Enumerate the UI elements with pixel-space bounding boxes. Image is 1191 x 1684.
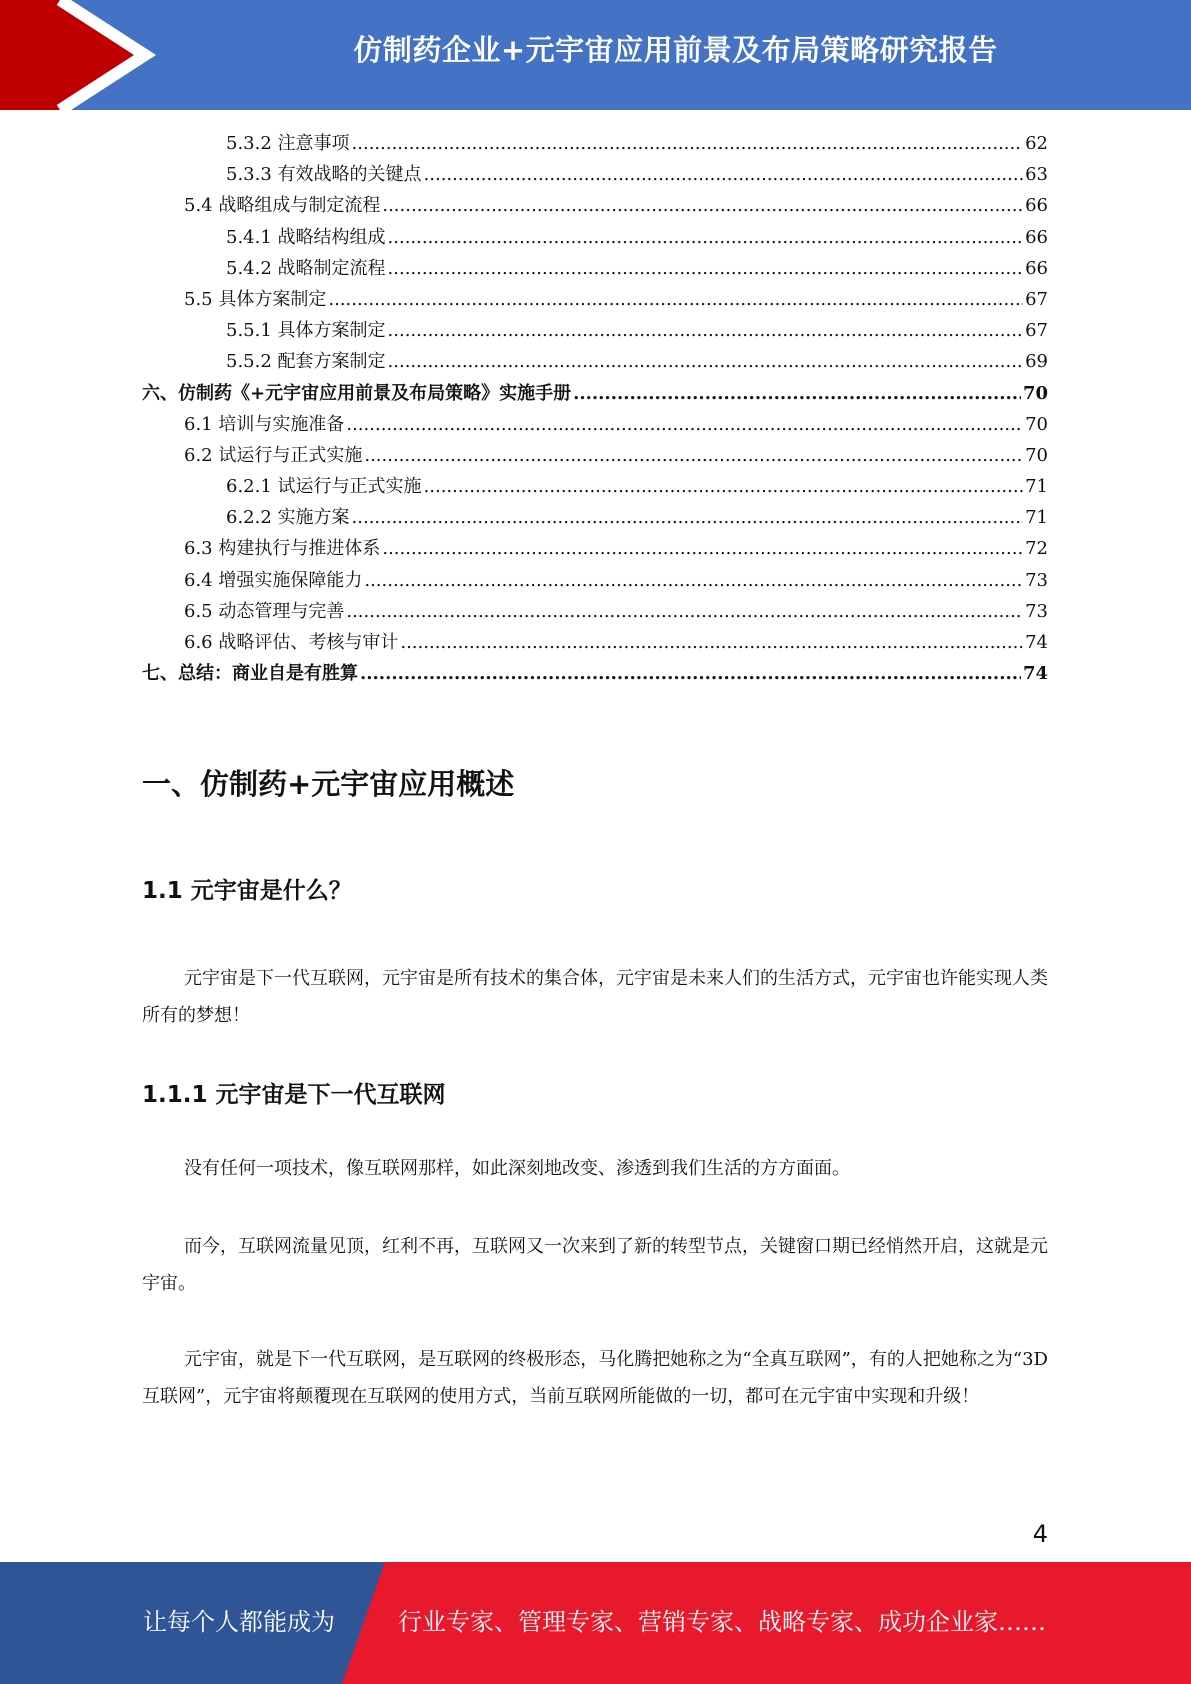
toc-leader-dots (388, 346, 1024, 377)
table-of-contents (142, 128, 1048, 689)
toc-leader-dots (424, 159, 1024, 190)
toc-entry[interactable] (142, 471, 1048, 502)
toc-entry-label: 七、总结：商业自是有胜算 (142, 663, 358, 685)
toc-entry-label: 5.3.2 注意事项 (226, 133, 350, 154)
footer-slogan-left: 让每个人都能成为 (143, 1608, 335, 1636)
toc-entry-page: 70 (1025, 413, 1048, 435)
toc-entry-page: 74 (1025, 632, 1048, 653)
toc-entry[interactable] (142, 253, 1048, 284)
toc-entry-page: 67 (1025, 288, 1048, 310)
toc-entry[interactable] (142, 222, 1048, 253)
toc-entry-page: 72 (1025, 538, 1048, 560)
toc-entry[interactable] (142, 409, 1048, 440)
toc-entry-label: 5.5.2 配套方案制定 (226, 351, 386, 373)
toc-entry-page: 74 (1022, 663, 1048, 685)
toc-leader-dots (364, 440, 1023, 471)
footer-band (0, 1562, 1191, 1684)
toc-entry-page: 67 (1025, 320, 1048, 342)
toc-entry-page: 70 (1022, 382, 1048, 404)
toc-entry[interactable] (142, 658, 1048, 689)
toc-entry[interactable] (142, 190, 1048, 221)
header-title: 仿制药企业+元宇宙应用前景及布局策略研究报告 (353, 33, 998, 67)
toc-entry[interactable] (142, 128, 1048, 159)
toc-entry-page: 69 (1025, 351, 1048, 373)
toc-entry-label: 5.5 具体方案制定 (184, 288, 327, 310)
toc-entry-label: 6.6 战略评估、考核与审计 (184, 632, 399, 653)
toc-entry-label: 5.3.3 有效战略的关键点 (226, 164, 422, 186)
toc-entry-label: 5.4.2 战略制定流程 (226, 257, 386, 279)
header-band (0, 0, 1191, 110)
toc-leader-dots (352, 128, 1024, 159)
toc-entry-page: 73 (1025, 569, 1048, 591)
toc-entry[interactable] (142, 440, 1048, 471)
toc-entry-page: 66 (1025, 195, 1048, 217)
toc-entry-page: 71 (1025, 476, 1048, 498)
page-number: 4 (1032, 1520, 1048, 1548)
toc-entry[interactable] (142, 284, 1048, 315)
toc-entry[interactable] (142, 346, 1048, 377)
toc-leader-dots (360, 658, 1021, 689)
toc-leader-dots (364, 565, 1023, 596)
toc-leader-dots (424, 471, 1024, 502)
toc-leader-dots (388, 253, 1024, 284)
toc-entry-label: 六、仿制药《+元宇宙应用前景及布局策略》实施手册 (142, 382, 572, 404)
toc-entry-label: 6.5 动态管理与完善 (184, 600, 345, 622)
paragraph: 元宇宙，就是下一代互联网，是互联网的终极形态，马化腾把她称之为“全真互联网”，有的人把她称之为“3D 互联网”，元宇宙将颠覆现在互联网的使用方式，当前互联网所能做的一切，都可在元宇宙中实现和升级！ (142, 1349, 1048, 1407)
toc-leader-dots (388, 315, 1024, 346)
toc-leader-dots (382, 190, 1023, 221)
toc-entry-label: 6.3 构建执行与推进体系 (184, 538, 381, 560)
toc-leader-dots (382, 533, 1023, 564)
toc-entry-label: 5.4.1 战略结构组成 (226, 226, 386, 248)
toc-entry[interactable] (142, 596, 1048, 627)
section-heading: 一、仿制药+元宇宙应用概述 (142, 767, 515, 801)
toc-leader-dots (328, 284, 1023, 315)
subsubsection-heading: 1.1.1 元宇宙是下一代互联网 (142, 1082, 446, 1108)
toc-entry[interactable] (142, 627, 1048, 658)
toc-entry[interactable] (142, 315, 1048, 346)
paragraph: 而今，互联网流量见顶，红利不再，互联网又一次来到了新的转型节点，关键窗口期已经悄然开启，这就是元宇宙。 (142, 1236, 1048, 1294)
toc-leader-dots (388, 222, 1024, 253)
toc-leader-dots (352, 502, 1024, 533)
toc-entry-label: 6.1 培训与实施准备 (184, 413, 345, 435)
subsection-heading: 1.1 元宇宙是什么？ (142, 878, 352, 904)
toc-entry-label: 5.5.1 具体方案制定 (226, 320, 386, 342)
toc-entry-label: 6.2.1 试运行与正式实施 (226, 476, 422, 498)
toc-entry[interactable] (142, 159, 1048, 190)
toc-entry-page: 62 (1025, 133, 1048, 154)
toc-entry-label: 6.4 增强实施保障能力 (184, 569, 363, 591)
toc-entry[interactable] (142, 378, 1048, 409)
toc-entry-label: 5.4 战略组成与制定流程 (184, 195, 381, 217)
toc-entry-page: 63 (1025, 164, 1048, 186)
toc-entry-page: 71 (1025, 507, 1048, 529)
paragraph: 元宇宙是下一代互联网，元宇宙是所有技术的集合体，元宇宙是未来人们的生活方式，元宇宙也许能实现人类所有的梦想！ (142, 968, 1048, 1026)
toc-entry[interactable] (142, 565, 1048, 596)
toc-leader-dots (573, 378, 1021, 409)
toc-entry-label: 6.2.2 实施方案 (226, 507, 350, 529)
toc-entry-page: 73 (1025, 600, 1048, 622)
toc-entry-label: 6.2 试运行与正式实施 (184, 444, 363, 466)
toc-leader-dots (346, 409, 1023, 440)
toc-entry-page: 70 (1025, 444, 1048, 466)
toc-entry[interactable] (142, 502, 1048, 533)
toc-leader-dots (400, 627, 1023, 658)
footer-slogan-right: 行业专家、管理专家、营销专家、战略专家、成功企业家…… (398, 1608, 1046, 1636)
paragraph: 没有任何一项技术，像互联网那样，如此深刻地改变、渗透到我们生活的方方面面。 (184, 1158, 850, 1179)
toc-leader-dots (346, 596, 1023, 627)
toc-entry-page: 66 (1025, 257, 1048, 279)
toc-entry[interactable] (142, 533, 1048, 564)
toc-entry-page: 66 (1025, 226, 1048, 248)
